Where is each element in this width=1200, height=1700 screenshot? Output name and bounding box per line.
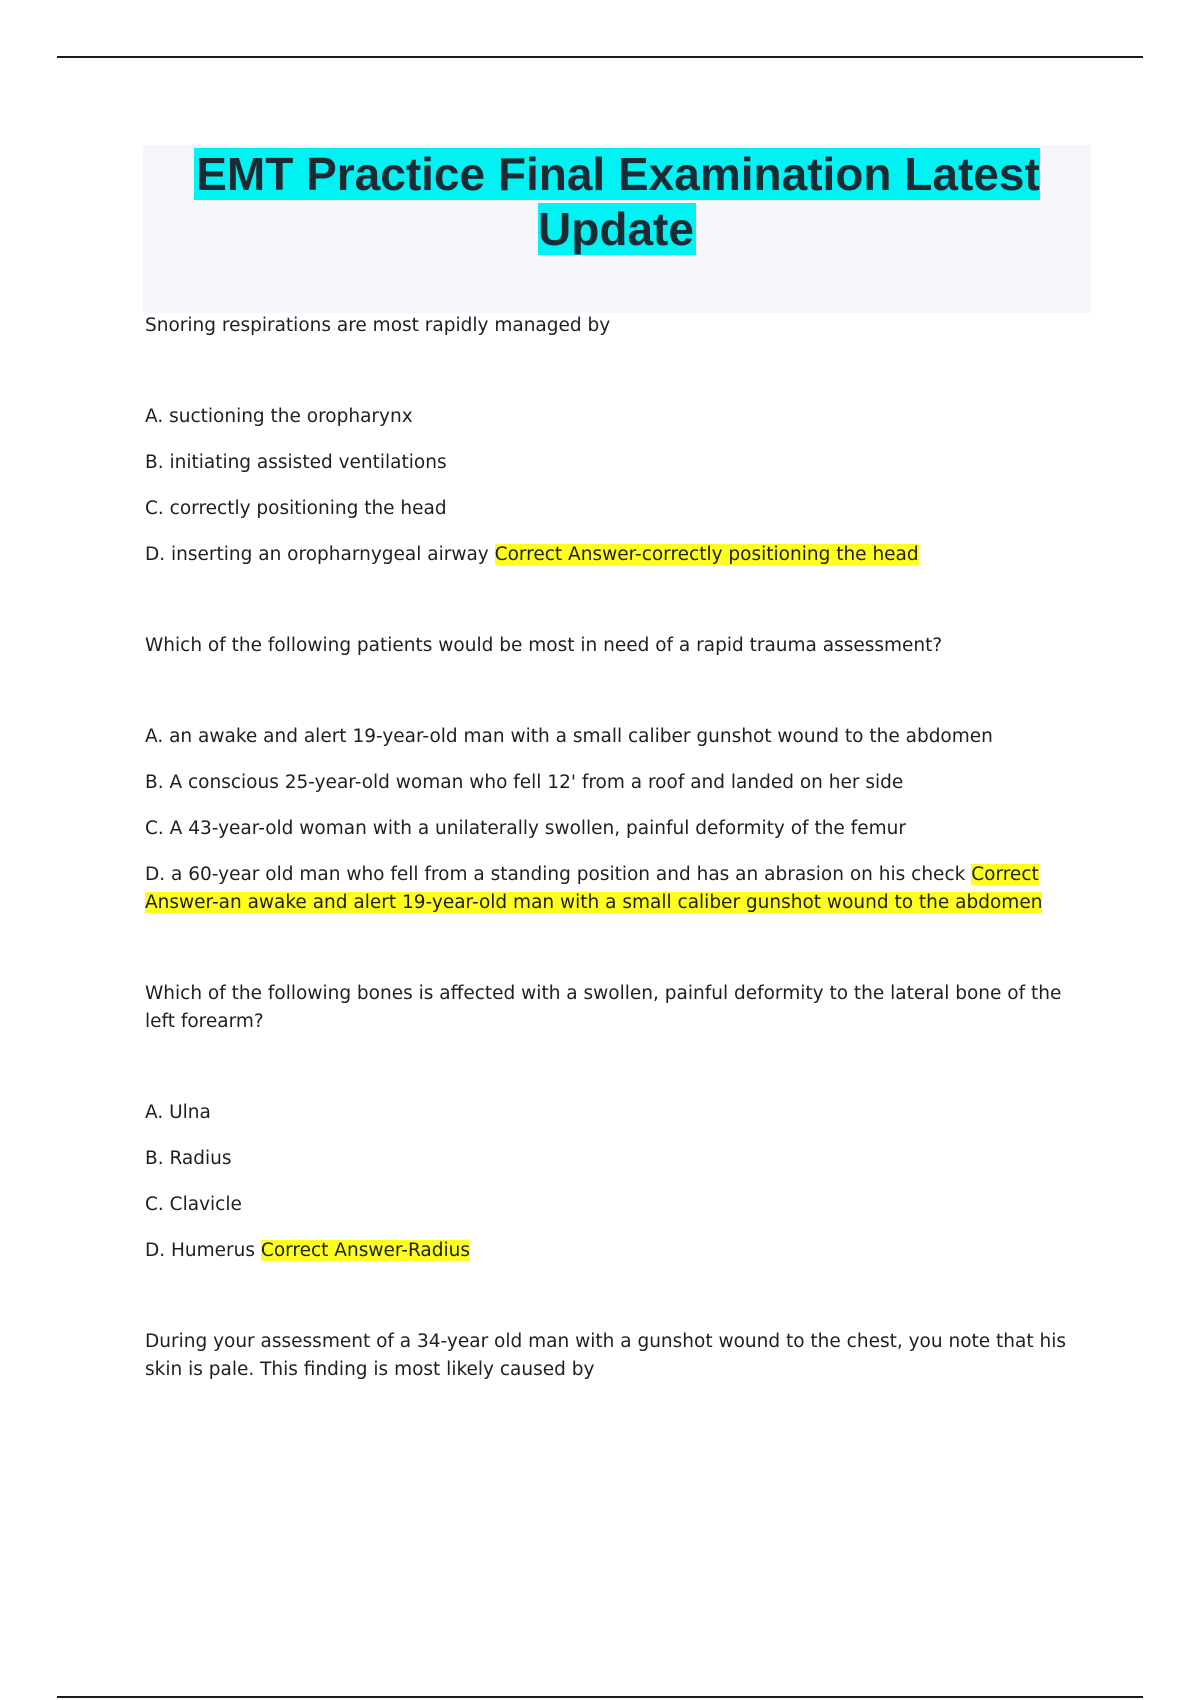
option-c: C. Clavicle bbox=[145, 1194, 242, 1215]
option-b: B. A conscious 25-year-old woman who fell 12' from a roof and landed on her side bbox=[145, 772, 904, 793]
question-list bbox=[145, 312, 1091, 1447]
question-2 bbox=[145, 632, 1091, 917]
correct-answer: Correct Answer-correctly positioning the head bbox=[494, 544, 919, 565]
question-text: Which of the following bones is affected with a swollen, painful deformity to the lateral bone of the left forearm? bbox=[145, 983, 1062, 1032]
option-d: D. inserting an oropharnygeal airway bbox=[145, 544, 489, 565]
option-a: A. Ulna bbox=[145, 1102, 211, 1123]
option-c: C. correctly positioning the head bbox=[145, 498, 447, 519]
question-3 bbox=[145, 980, 1091, 1265]
option-d-with-answer bbox=[145, 1237, 1091, 1265]
question-spacer bbox=[145, 587, 1091, 632]
correct-answer: Correct Answer-Radius bbox=[260, 1240, 470, 1261]
option-d-with-answer bbox=[145, 541, 1091, 569]
question-text: Snoring respirations are most rapidly managed by bbox=[145, 315, 611, 336]
option-d: D. Humerus bbox=[145, 1240, 256, 1261]
option-d-with-answer bbox=[145, 861, 1091, 917]
option-a: A. an awake and alert 19-year-old man with a small caliber gunshot wound to the abdomen bbox=[145, 726, 993, 747]
option-a: A. suctioning the oropharynx bbox=[145, 406, 413, 427]
document-title bbox=[143, 145, 1091, 257]
option-d: D. a 60-year old man who fell from a standing position and has an abrasion on his check bbox=[145, 864, 966, 885]
correct-answer: Correct Answer-an awake and alert 19-year-old man with a small caliber gunshot wound to the abdomen bbox=[145, 864, 1043, 913]
option-b: B. initiating assisted ventilations bbox=[145, 452, 447, 473]
question-text: Which of the following patients would be most in need of a rapid trauma assessment? bbox=[145, 635, 943, 656]
document-title-text: EMT Practice Final Examination Latest Update bbox=[196, 148, 1040, 255]
title-box bbox=[143, 145, 1091, 313]
question-spacer bbox=[145, 935, 1091, 980]
question-1 bbox=[145, 312, 1091, 569]
page-top-rule bbox=[57, 56, 1143, 58]
page-bottom-rule bbox=[57, 1696, 1143, 1698]
question-spacer bbox=[145, 1283, 1091, 1328]
option-b: B. Radius bbox=[145, 1148, 232, 1169]
option-c: C. A 43-year-old woman with a unilaterally swollen, painful deformity of the femur bbox=[145, 818, 906, 839]
question-text: During your assessment of a 34-year old man with a gunshot wound to the chest, you note that his skin is pale. This finding is most likely caused by bbox=[145, 1331, 1066, 1380]
question-4 bbox=[145, 1328, 1091, 1384]
